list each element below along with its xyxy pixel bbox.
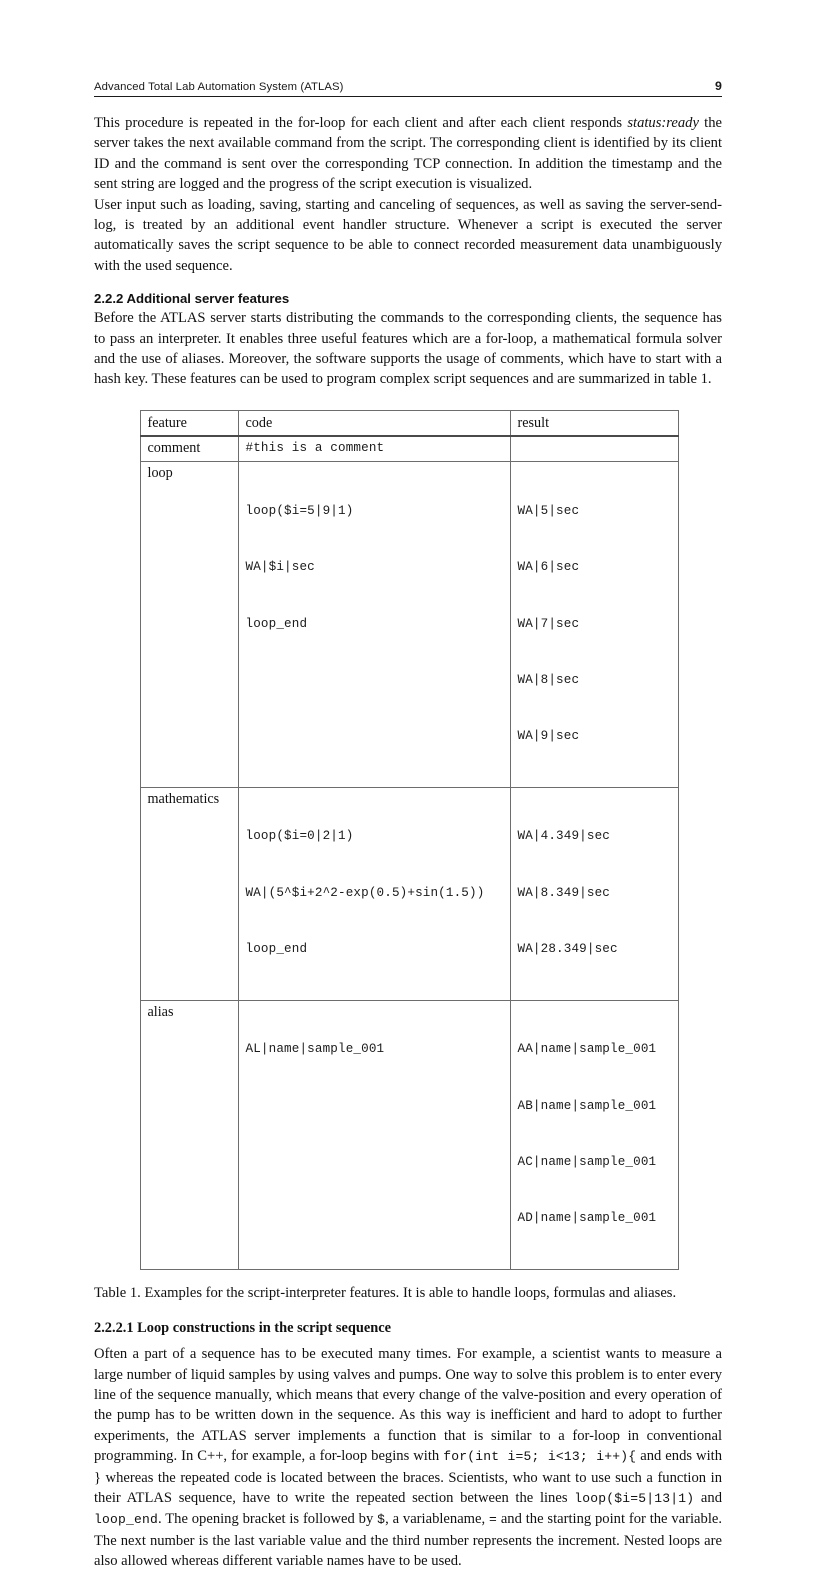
result-line: WA|4.349|sec	[517, 829, 610, 844]
result-line: WA|7|sec	[517, 616, 580, 631]
paragraph-text: and ends with } whereas the repeated code is located between the braces. Scientists, who want to use such a function in their ATLAS sequence, have to write the repeated section between the lines	[94, 1448, 722, 1506]
paragraph-text: and the starting point for the variable. The next number is the last variable value and the third number represents the increment. Nested loops are also allowed whereas different variable names have to be used.	[94, 1511, 722, 1570]
result-line: WA|28.349|sec	[517, 942, 618, 957]
code-line: AL|name|sample_001	[245, 1042, 385, 1057]
cell-result	[510, 436, 678, 461]
code-line: loop($i=0|2|1)	[245, 829, 354, 844]
column-header-result: result	[510, 410, 678, 436]
paragraph-text: . The opening bracket is followed by	[158, 1511, 378, 1528]
result-line: AB|name|sample_001	[517, 1098, 657, 1113]
paragraph-user-input: User input such as loading, saving, starting and canceling of sequences, as well as saving the server-send-log, is treated by an additional event handler structure. Whenever a script is executed the server automatically saves the script sequence to be able to connect recorded measurement data unambiguously with the used sequence.	[94, 196, 722, 274]
code-line: loop_end	[245, 616, 308, 631]
cell-code	[238, 436, 510, 461]
column-header-feature: feature	[140, 410, 238, 436]
code-line: WA|$i|sec	[245, 560, 315, 575]
table-header-row	[140, 410, 678, 436]
code-line-spacer	[246, 671, 504, 690]
cell-code	[238, 462, 510, 788]
cell-feature: loop	[140, 462, 238, 788]
header-title: Advanced Total Lab Automation System (ATLAS)	[94, 81, 344, 93]
inline-italic-status-ready: status:ready	[627, 115, 699, 131]
table-row	[140, 1000, 678, 1269]
paragraph-text: This procedure is repeated in the for-loop for each client and after each client responds	[94, 115, 628, 131]
inline-code-equals: =	[488, 1512, 497, 1528]
table-caption: Table 1. Examples for the script-interpreter features. It is able to handle loops, formulas and aliases.	[94, 1284, 677, 1301]
page-header	[94, 79, 722, 97]
inline-code-loop-call: loop($i=5|13|1)	[574, 1490, 695, 1506]
cell-code	[238, 1000, 510, 1269]
column-header-code: code	[238, 410, 510, 436]
code-line: #this is a comment	[245, 441, 385, 456]
cell-result	[510, 1000, 678, 1269]
result-line: WA|8.349|sec	[517, 885, 610, 900]
cell-code	[238, 787, 510, 1000]
heading-2-2-2: 2.2.2 Additional server features	[94, 291, 290, 307]
code-line-spacer	[246, 1209, 504, 1228]
paragraph-loop-constructions	[94, 1344, 722, 1571]
result-line: WA|5|sec	[517, 503, 580, 518]
table-container	[94, 410, 722, 1270]
inline-code-dollar: $	[377, 1512, 386, 1528]
paragraph-procedure	[94, 113, 722, 195]
code-line: loop_end	[245, 942, 308, 957]
table-row	[140, 462, 678, 788]
code-line: WA|(5^$i+2^2-exp(0.5)+sin(1.5))	[245, 885, 485, 900]
paragraph-text: C++, for example, a for-loop begins with	[197, 1448, 444, 1465]
cell-feature: mathematics	[140, 787, 238, 1000]
script-interpreter-features-table	[140, 410, 679, 1270]
table-row	[140, 436, 678, 461]
heading-2-2-2-1: 2.2.2.1 Loop constructions in the script sequence	[94, 1320, 392, 1337]
table-header	[140, 410, 678, 436]
code-line-spacer	[246, 727, 504, 746]
result-line: WA|6|sec	[517, 560, 580, 575]
paragraph-text: the server takes the next available command from the script. The corresponding client is identified by its client ID and the command is sent over the corresponding TCP connection. In addition the timestamp and the sent string are logged and the progress of the script execution is visualized.	[94, 115, 722, 193]
cell-result	[510, 787, 678, 1000]
inline-code-loop-end: loop_end	[94, 1512, 159, 1528]
result-line: WA|9|sec	[517, 729, 580, 744]
paragraph-text: and	[694, 1489, 722, 1506]
cell-feature: alias	[140, 1000, 238, 1269]
result-line: AA|name|sample_001	[517, 1042, 657, 1057]
paragraph-text: Often a part of a sequence has to be executed many times. For example, a scientist wants to measure a large number of liquid samples by using valves and pumps. One way to solve this problem is to enter every line of the sequence manually, which means that every change of the valve-position and every operation of the pump has to be written down in the sequence. As this way is inefficient and hard to adopt to further experiments, the ATLAS server implements a function that is similar to a for-loop in conventional programming. In	[94, 1346, 722, 1465]
table-body	[140, 436, 678, 1269]
cell-feature: comment	[140, 436, 238, 461]
cell-result	[510, 462, 678, 788]
code-line-spacer	[246, 1097, 504, 1116]
code-line-spacer	[246, 1153, 504, 1172]
result-line: WA|8|sec	[517, 673, 580, 688]
code-line: loop($i=5|9|1)	[245, 503, 354, 518]
paragraph-interpreter: Before the ATLAS server starts distributing the commands to the corresponding clients, the sequence has to pass an interpreter. It enables three useful features which are a for-loop, a mathematical formula solver and the use of aliases. Moreover, the software supports the usage of comments, which have to start with a hash key. These features can be used to program complex script sequences and are summarized in table 1.	[94, 310, 722, 388]
paragraph-text: , a variablename,	[385, 1511, 489, 1528]
result-line: AD|name|sample_001	[517, 1211, 657, 1226]
page-number: 9	[715, 79, 722, 93]
result-line: AC|name|sample_001	[517, 1154, 657, 1169]
inline-code-for-loop: for(int i=5; i<13; i++){	[443, 1449, 637, 1465]
page-content	[94, 113, 722, 1572]
table-row	[140, 787, 678, 1000]
